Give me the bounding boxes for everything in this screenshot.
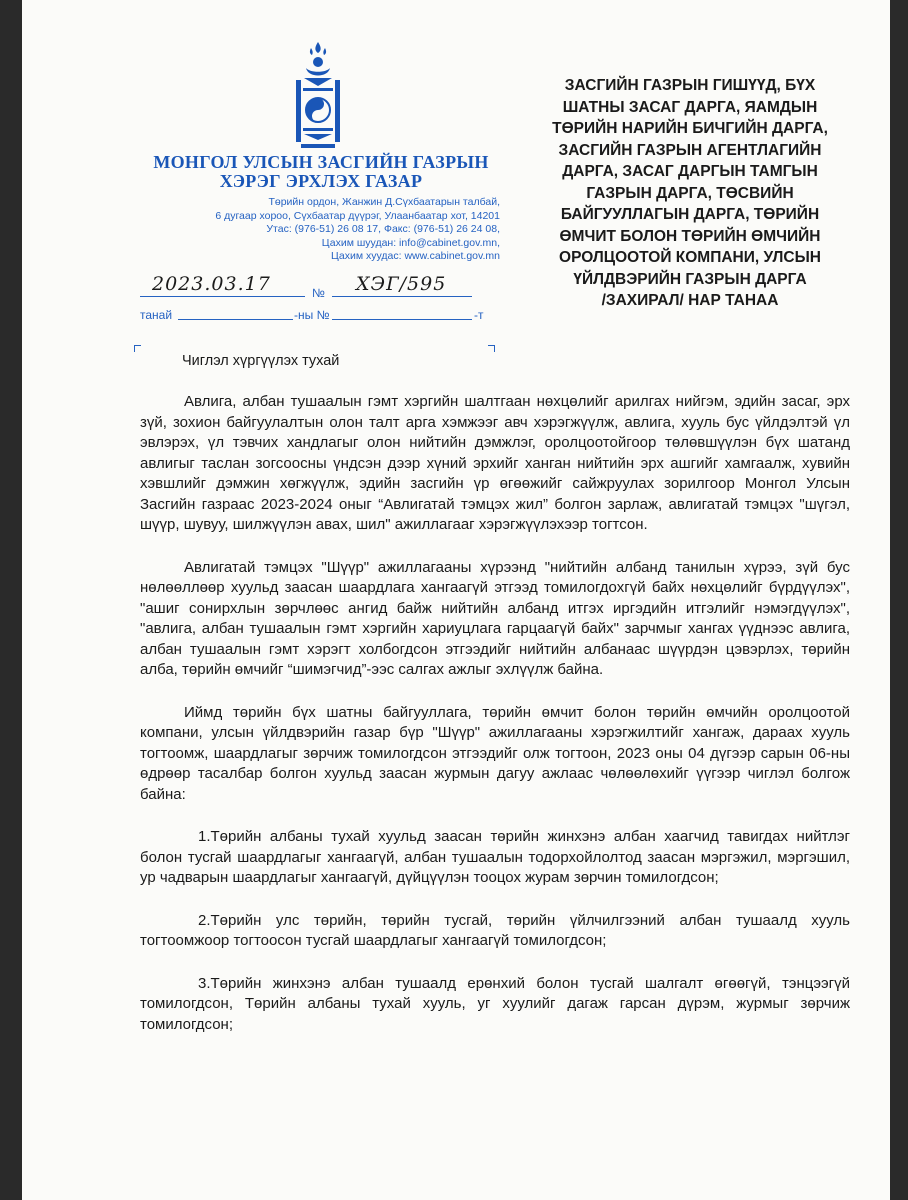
reply-number-underline: [332, 319, 472, 320]
addressee-line: ЗАСГИЙН ГАЗРЫН ГИШҮҮД, БҮХ: [564, 77, 816, 94]
addressee-line: ГАЗРЫН ДАРГА, ТӨСВИЙН: [586, 184, 794, 202]
address-line2: 6 дугаар хороо, Сүхбаатар дүүрэг, Улаанбаатар хот, 14201: [215, 209, 500, 222]
addressee-line: БАЙГУУЛЛАГЫН ДАРГА, ТӨРИЙН: [560, 206, 820, 223]
reply-label-prefix: танай: [140, 308, 173, 322]
addressee-line: ҮЙЛДВЭРИЙН ГАЗРЫН ДАРГА: [573, 270, 807, 288]
contact-block: [150, 196, 500, 264]
reference-line: [134, 273, 474, 301]
organization-name: [120, 153, 522, 191]
reply-reference-line: [134, 304, 494, 324]
handwritten-date: 2023.03.17: [152, 273, 271, 295]
reply-label-suffix: -т: [474, 308, 484, 322]
addressee-line: ШАТНЫ ЗАСАГ ДАРГА, ЯАМДЫН: [562, 98, 818, 116]
phone-fax: Утас: (976-51) 26 08 17, Факс: (976-51) 26 24 08,: [266, 223, 500, 235]
number-underline: [332, 296, 472, 297]
address-line1: Төрийн ордон, Жанжин Д.Сүхбаатарын талбай,: [268, 196, 500, 208]
body-item-1: 1.Төрийн албаны тухай хуульд заасан төрийн жинхэнэ албан хаагчид тавигдах нийтлэг болон тусгай шаардлагыг хангаагүй, албан тушаалын тодорхойлолтод заасан мэргэжил, мэргэшил, ур чадварын шаардлагыг хангаагүй, дүйцүүлэн тооцох журам зөрчин томилогдсон;: [140, 828, 850, 886]
letter-body: [140, 392, 850, 1057]
corner-mark-right: [488, 345, 495, 352]
addressee-block: [520, 75, 860, 312]
body-paragraph-1: Авлига, албан тушаалын гэмт хэргийн шалтгаан нөхцөлийг арилгах нийгэм, эдийн засаг, эрх зүй, зохион байгуулалтын олон талт арга хэмжээг авч хэрэгжүүлж, авлига, хууль бус үйлдэлтэй үл эвлэрэх, үл тэвчих хандлагыг олон нийтийн дэмжлэг, оролцоотойгоор төлөвшүүлэн бүх шатанд авлигыг таслан зогсоосны үндсэн дээр хүний эрхийг ханган нийтийн эрх ашгийг хамгаалж, хувийн хэвшлийг дэмжин хөгжүүлж, эдийн засгийн үр өгөөжийг сайжруулах зорилгоор Монгол Улсын Засгийн газраас 2023-2024 оныг “Авлигатай тэмцэх жил” болгон зарлаж, авлигатай тэмцэх "шүгэл, шүүр, шувуу, шилжүүлэн авах, шил" ажиллагааг хэрэгжүүлэхээр тогтсон.: [140, 393, 850, 533]
addressee-line: ОРОЛЦООТОЙ КОМПАНИ, УЛСЫН: [559, 249, 821, 266]
body-item-3: 3.Төрийн жинхэнэ албан тушаалд ерөнхий болон тусгай шалгалт өгөөгүй, тэнцээгүй томилогдсон, Төрийн албаны тухай хууль, уг хуулийг дагаж гарсан дүрэм, журмыг зөрчиж томилогдсон;: [140, 974, 850, 1033]
addressee-line: ДАРГА, ЗАСАГ ДАРГЫН ТАМГЫН: [562, 163, 818, 180]
email-address: Цахим шуудан: info@cabinet.gov.mn,: [321, 236, 500, 249]
addressee-line: ТӨРИЙН НАРИЙН БИЧГИЙН ДАРГА,: [552, 120, 828, 137]
body-paragraph-3: Иймд төрийн бүх шатны байгууллага, төрийн өмчит болон төрийн өмчийн оролцоотой компани, улсын үйлдвэрийн газар бүр "Шүүр" ажиллагааны хэрэгжилтийг хангаж, дараах хууль тогтоомж, шаардлагыг зөрчиж томилогдсон этгээдийг олж тогтоон, 2023 оны 04 дүгээр сарын 06-ны өдрөөр тасалбар болгон хуульд заасан журмын дагуу ажлаас чөлөөлөхийг үүгээр чиглэл болгож байна:: [140, 703, 850, 803]
corner-mark-left: [134, 345, 141, 352]
addressee-line: ӨМЧИТ БОЛОН ТӨРИЙН ӨМЧИЙН: [559, 227, 821, 245]
reply-date-underline: [178, 319, 293, 320]
reply-label-mid: -ны №: [294, 308, 330, 322]
org-name-line2: ХЭРЭГ ЭРХЛЭХ ГАЗАР: [219, 171, 423, 191]
number-label: №: [312, 286, 325, 300]
body-paragraph-2: Авлигатай тэмцэх "Шүүр" ажиллагааны хүрээнд "нийтийн албанд танилын хүрээ, зүй бус нөлөөллөөр хуульд заасан шаардлага хангаагүй этгээд томилогдохгүй байх нөхцөлийг бүрдүүлэх", "ашиг сонирхлын зөрчлөөс ангид байж нийтийн албанд итгэх иргэдийн итгэлийг нэмэгдүүлэх", "авлига, албан тушаалын гэмт хэргийн хариуцлага гарцаагүй байх" зарчмыг хангах үүднээс авлига, албан тушаалын гэмт хэрэгт холбогдсон этгээдийг нийтийн албанаас шүүрдэн цэвэрлэх, төрийн алба, төрийн өмчийг “шимэгчид”-ээс салгах ажлыг эхлүүлж байна.: [140, 558, 850, 678]
handwritten-number: ХЭГ/595: [356, 273, 447, 295]
addressee-line: /ЗАХИРАЛ/ НАР ТАНАА: [601, 292, 779, 309]
soyombo-emblem-icon: [287, 40, 349, 152]
body-item-2: 2.Төрийн улс төрийн, төрийн тусгай, төрийн үйлчилгээний албан тушаалд хууль тогтоомжоор тогтоосон тусгай шаардлагыг хангаагүй томилогдсон;: [140, 911, 850, 949]
date-underline: [140, 296, 305, 297]
org-name-line1: МОНГОЛ УЛСЫН ЗАСГИЙН ГАЗРЫН: [153, 152, 489, 172]
addressee-line: ЗАСГИЙН ГАЗРЫН АГЕНТЛАГИЙН: [558, 141, 822, 159]
website-address: Цахим хуудас: www.cabinet.gov.mn: [330, 250, 500, 262]
letter-page: [22, 0, 890, 1200]
letter-subject: Чиглэл хүргүүлэх тухай: [182, 353, 340, 369]
